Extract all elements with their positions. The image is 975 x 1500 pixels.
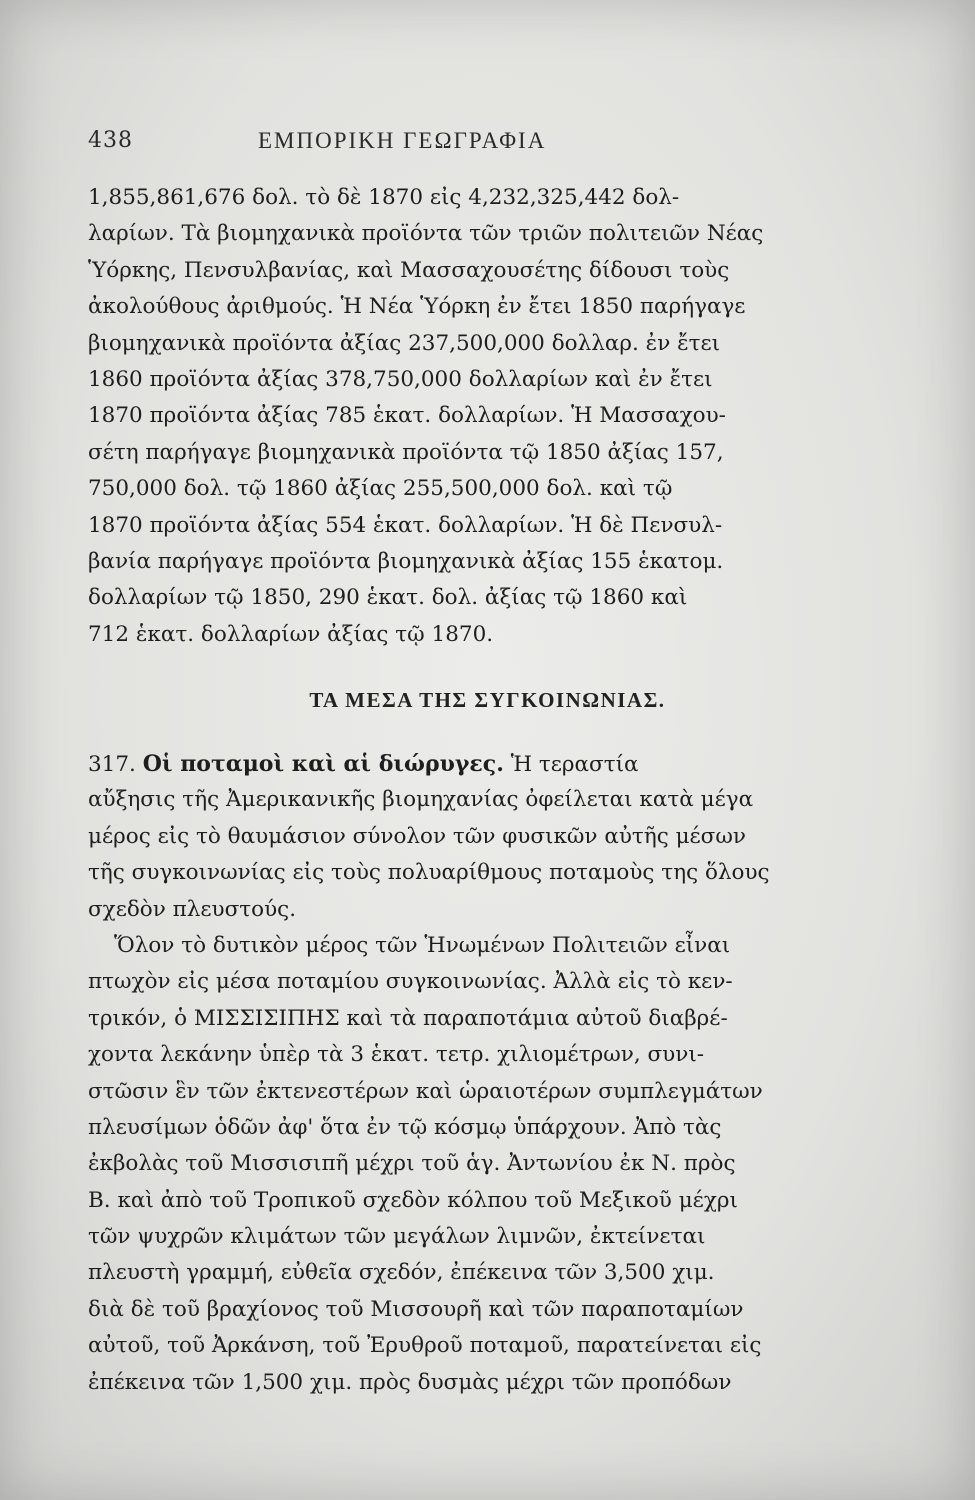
- text-line: ἀκολούθους ἀριθμούς. Ἡ Νέα Ὑόρκη ἐν ἔτει 1850 παρήγαγε: [88, 294, 746, 320]
- text-line: πλευστὴ γραμμή, εὐθεῖα σχεδόν, ἐπέκεινα τῶν 3,500 χιμ.: [88, 1260, 715, 1286]
- text-line: αὐτοῦ, τοῦ Ἀρκάνση, τοῦ Ἐρυθροῦ ποταμοῦ, παρατείνεται εἰς: [88, 1333, 762, 1359]
- section-first-line: [88, 746, 890, 782]
- text-line: ἐκβολὰς τοῦ Μισσισιπῆ μέχρι τοῦ ἁγ. Ἀντωνίου ἐκ Ν. πρὸς: [88, 1151, 736, 1177]
- text-line: ἐπέκεινα τῶν 1,500 χιμ. πρὸς δυσμὰς μέχρι τῶν προπόδων: [88, 1369, 732, 1395]
- page-header: [88, 128, 888, 164]
- text-line: πτωχὸν εἰς μέσα ποταμίου συγκοινωνίας. Ἀλλὰ εἰς τὸ κεν-: [88, 969, 733, 995]
- text-line: δολλαρίων τῷ 1850, 290 ἑκατ. δολ. ἀξίας τῷ 1860 καὶ: [88, 585, 688, 611]
- text-line: τῶν ψυχρῶν κλιμάτων τῶν μεγάλων λιμνῶν, ἐκτείνεται: [88, 1224, 706, 1250]
- running-title: ΕΜΠΟΡΙΚΗ ΓΕΩΓΡΑΦΙΑ: [258, 128, 547, 153]
- text-line: Ὅλον τὸ δυτικὸν μέρος τῶν Ἡνωμένων Πολιτειῶν εἶναι: [114, 932, 731, 958]
- text-line: αὔξησις τῆς Ἀμερικανικῆς βιομηχανίας ὀφείλεται κατὰ μέγα: [88, 787, 754, 813]
- text-line: χοντα λεκάνην ὑπὲρ τὰ 3 ἑκατ. τετρ. χιλιομέτρων, συνι-: [88, 1042, 705, 1068]
- text-line: πλευσίμων ὁδῶν ἀφ' ὅτα ἐν τῷ κόσμῳ ὑπάρχουν. Ἀπὸ τὰς: [88, 1114, 722, 1140]
- text-line: στῶσιν ἓν τῶν ἐκτενεστέρων καὶ ὡραιοτέρων συμπλεγμάτων: [88, 1078, 763, 1104]
- text-line: τῆς συγκοινωνίας εἰς τοὺς πολυαρίθμους ποταμοὺς της ὅλους: [88, 860, 770, 886]
- text-line: τρικόν, ὁ ΜΙΣΣΙΣΙΠΗΣ καὶ τὰ παραποτάμια αὐτοῦ διαβρέ-: [88, 1005, 728, 1031]
- text-line: σέτη παρήγαγε βιομηχανικὰ προϊόντα τῷ 1850 ἀξίας 157,: [88, 439, 724, 465]
- text-line: βανία παρήγαγε προϊόντα βιομηχανικὰ ἀξίας 155 ἑκατομ.: [88, 548, 724, 574]
- page-number: 438: [88, 128, 133, 153]
- text-line: Β. καὶ ἀπὸ τοῦ Τροπικοῦ σχεδὸν κόλπου τοῦ Μεξικοῦ μέχρι: [88, 1187, 738, 1213]
- text-line: 750,000 δολ. τῷ 1860 ἀξίας 255,500,000 δολ. καὶ τῷ: [88, 476, 673, 502]
- text-line: 1,855,861,676 δολ. τὸ δὲ 1870 εἰς 4,232,325,442 δολ-: [88, 185, 680, 210]
- section-heading: ΤΑ ΜΕΣΑ ΤΗΣ ΣΥΓΚΟΙΝΩΝΙΑΣ.: [309, 688, 666, 712]
- text-line: μέρος εἰς τὸ θαυμάσιον σύνολον τῶν φυσικῶν αὐτῆς μέσων: [88, 823, 746, 849]
- section-title: Οἱ ποταμοὶ καὶ αἱ διώρυγες.: [142, 751, 504, 777]
- section-first-line-text: Ἡ τεραστία: [510, 752, 639, 777]
- text-line: λαρίων. Τὰ βιομηχανικὰ προϊόντα τῶν τριῶν πολιτειῶν Νέας: [88, 221, 764, 247]
- text-line: διὰ δὲ τοῦ βραχίονος τοῦ Μισσουρῆ καὶ τῶν παραποταμίων: [88, 1296, 744, 1322]
- paragraph-industry-statistics: [88, 180, 890, 653]
- text-line: 1870 προϊόντα ἀξίας 785 ἑκατ. δολλαρίων. Ἡ Μασσαχου-: [88, 403, 726, 429]
- text-line: 1870 προϊόντα ἀξίας 554 ἑκατ. δολλαρίων. Ἡ δὲ Πενσυλ-: [88, 512, 723, 538]
- text-line: 1860 προϊόντα ἀξίας 378,750,000 δολλαρίων καὶ ἐν ἔτει: [88, 366, 713, 392]
- text-line: σχεδὸν πλευστούς.: [88, 896, 297, 922]
- text-line: βιομηχανικὰ προϊόντα ἀξίας 237,500,000 δολλαρ. ἐν ἔτει: [88, 330, 721, 356]
- text-line: Ὑόρκης, Πενσυλβανίας, καὶ Μασσαχουσέτης δίδουσι τοὺς: [88, 257, 730, 283]
- section-number: 317.: [88, 752, 136, 777]
- text-line: 712 ἑκατ. δολλαρίων ἀξίας τῷ 1870.: [88, 621, 494, 647]
- paragraph-rivers-canals: [88, 746, 890, 1401]
